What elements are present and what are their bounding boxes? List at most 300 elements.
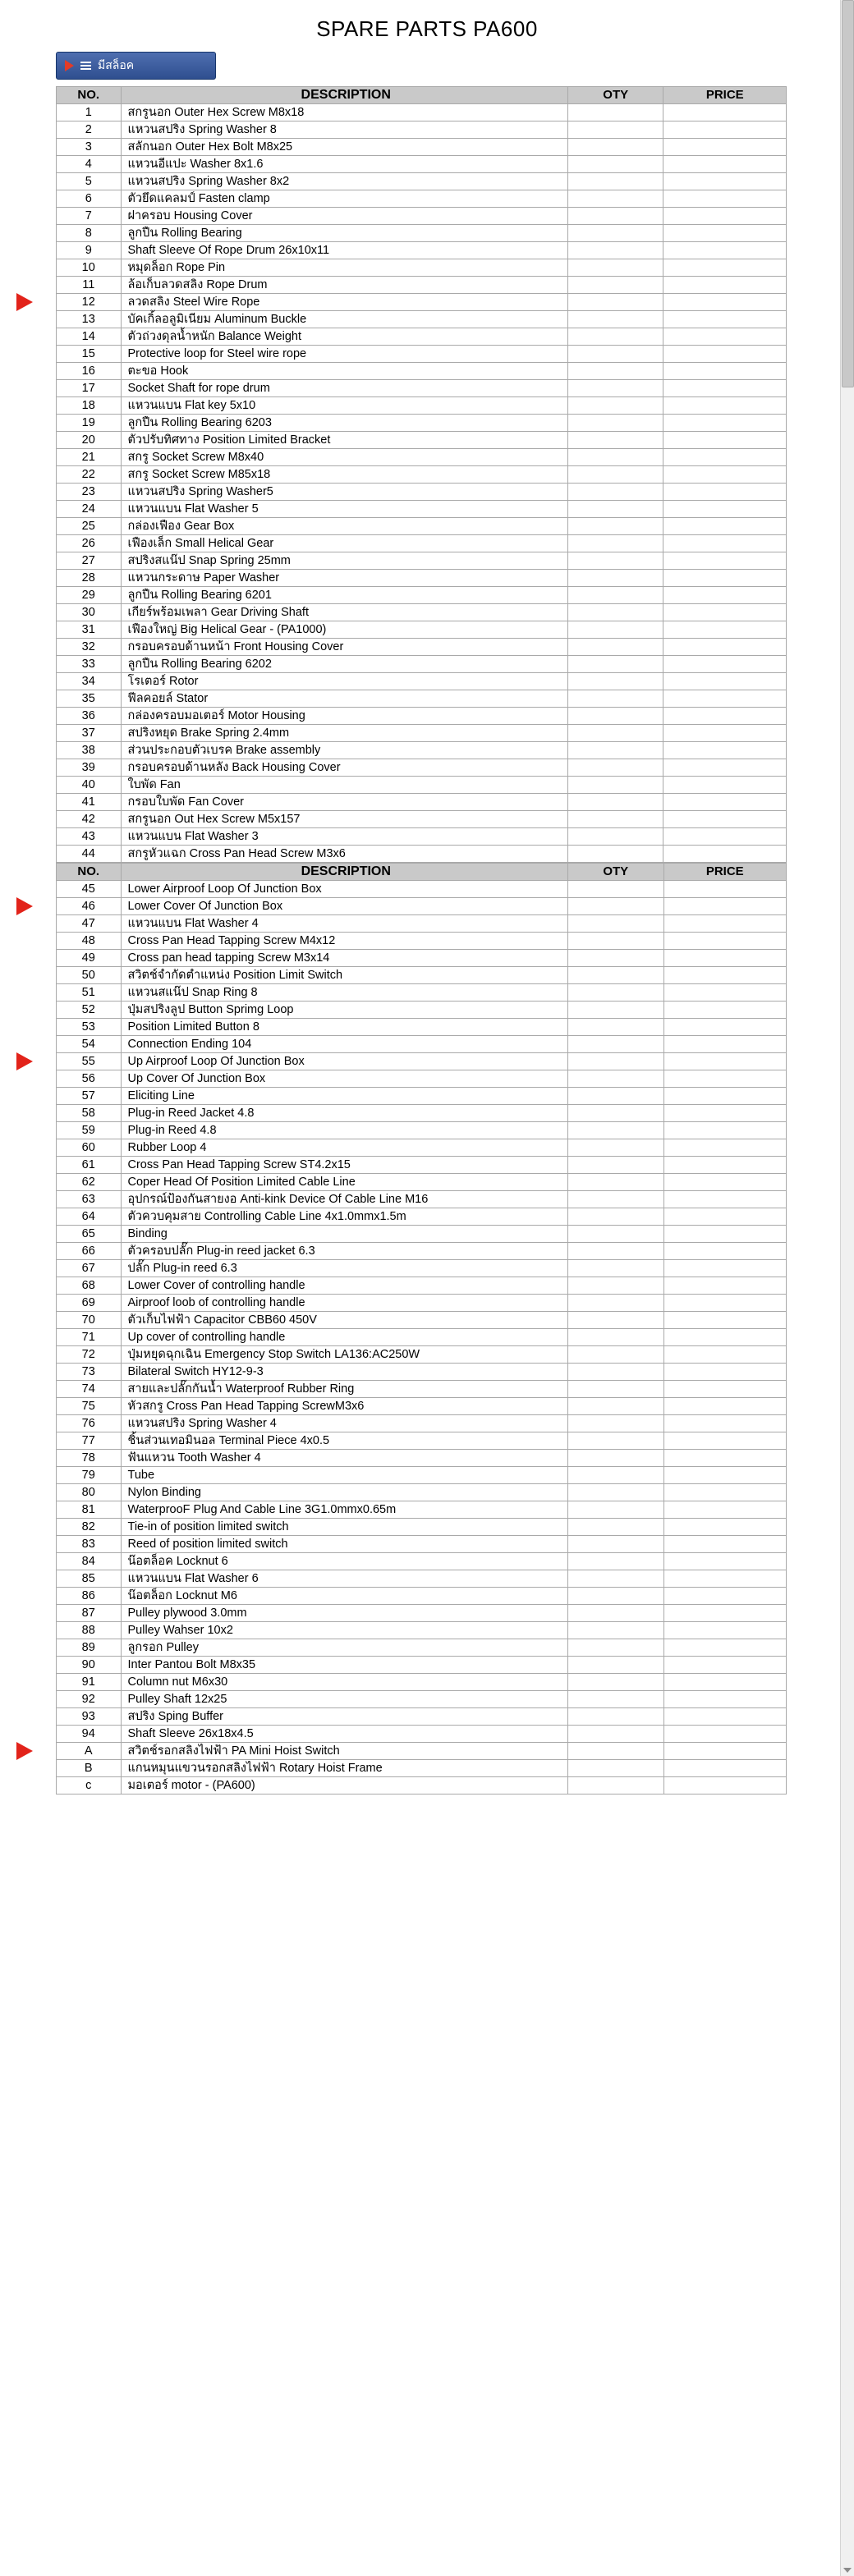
cell-qty [567, 1139, 663, 1157]
cell-qty [567, 1191, 663, 1208]
cell-qty [567, 1295, 663, 1312]
table-row[interactable] [57, 1588, 787, 1605]
cell-no: 19 [57, 415, 122, 432]
table-row[interactable] [57, 621, 787, 639]
cell-description: Up Cover Of Junction Box [121, 1070, 567, 1088]
cell-price [663, 1484, 787, 1501]
cell-description: Protective loop for Steel wire rope [121, 346, 567, 363]
cell-no: 11 [57, 277, 122, 294]
cell-price [663, 1674, 787, 1691]
cell-no: 62 [57, 1174, 122, 1191]
table-row[interactable] [57, 1122, 787, 1139]
cell-description: แหวนแบน Flat Washer 5 [121, 501, 567, 518]
table-row[interactable] [57, 1708, 787, 1726]
cell-no: 14 [57, 328, 122, 346]
table-header-row-2 [57, 864, 787, 881]
scroll-down-arrow-icon[interactable] [843, 2568, 852, 2573]
table-row[interactable] [57, 432, 787, 449]
cell-price [663, 466, 787, 484]
table-row[interactable] [57, 656, 787, 673]
cell-qty [567, 1346, 663, 1364]
cell-description: ลูกปืน Rolling Bearing 6202 [121, 656, 567, 673]
stock-status-button[interactable] [56, 52, 216, 80]
cell-description: แหวนสแน๊ป Snap Ring 8 [121, 984, 567, 1002]
vertical-scrollbar[interactable] [840, 0, 854, 2576]
cell-description: Rubber Loop 4 [121, 1139, 567, 1157]
cell-price [663, 950, 787, 967]
cell-description: หัวสกรู Cross Pan Head Tapping ScrewM3x6 [121, 1398, 567, 1415]
cell-price [663, 846, 787, 863]
cell-no: 64 [57, 1208, 122, 1226]
cell-no: 41 [57, 794, 122, 811]
cell-no: 10 [57, 259, 122, 277]
table-row[interactable] [57, 1226, 787, 1243]
cell-no: 58 [57, 1105, 122, 1122]
cell-qty [567, 225, 663, 242]
table-row[interactable] [57, 881, 787, 898]
table-row[interactable] [57, 933, 787, 950]
table-row[interactable] [57, 1381, 787, 1398]
table-row[interactable] [57, 346, 787, 363]
table-row[interactable] [57, 1398, 787, 1415]
table-row[interactable] [57, 225, 787, 242]
cell-price [663, 1122, 787, 1139]
cell-price [663, 639, 787, 656]
cell-qty [567, 1398, 663, 1415]
cell-qty [567, 1760, 663, 1777]
cell-price [663, 104, 787, 121]
table-row[interactable] [57, 690, 787, 708]
cell-description: กรอบครอบด้านหลัง Back Housing Cover [121, 759, 567, 777]
cell-price [663, 1432, 787, 1450]
cell-qty [567, 1605, 663, 1622]
cell-description: น๊อตล็อค Locknut 6 [121, 1553, 567, 1570]
cell-description: ลูกรอก Pulley [121, 1639, 567, 1657]
cell-price [663, 570, 787, 587]
table-row[interactable] [57, 449, 787, 466]
cell-qty [567, 1019, 663, 1036]
cell-price [663, 1450, 787, 1467]
table-row[interactable] [57, 1553, 787, 1570]
header-price: PRICE [663, 87, 787, 104]
table-row[interactable] [57, 828, 787, 846]
cell-description: บัคเกิ้ลอลูมิเนียม Aluminum Buckle [121, 311, 567, 328]
cell-qty [567, 1070, 663, 1088]
table-row[interactable] [57, 1088, 787, 1105]
cell-no: 94 [57, 1726, 122, 1743]
table-row[interactable] [57, 1501, 787, 1519]
cell-description: กรอบครอบด้านหน้า Front Housing Cover [121, 639, 567, 656]
table-row[interactable] [57, 759, 787, 777]
table-row[interactable] [57, 1053, 787, 1070]
table-row[interactable] [57, 1760, 787, 1777]
cell-price [663, 1708, 787, 1726]
table-row[interactable] [57, 1019, 787, 1036]
cell-qty [567, 1484, 663, 1501]
table-row[interactable] [57, 984, 787, 1002]
table-row[interactable] [57, 1536, 787, 1553]
cell-price [663, 552, 787, 570]
cell-qty [567, 449, 663, 466]
table-row[interactable] [57, 1777, 787, 1794]
cell-qty [567, 363, 663, 380]
cell-description: แหวนสปริง Spring Washer 8x2 [121, 173, 567, 190]
cell-qty [567, 121, 663, 139]
cell-qty [567, 570, 663, 587]
cell-price [663, 1588, 787, 1605]
cell-description: ตัวปรับทิศทาง Position Limited Bracket [121, 432, 567, 449]
cell-description: ปลั๊ก Plug-in reed 6.3 [121, 1260, 567, 1277]
table-row[interactable] [57, 639, 787, 656]
cell-price [663, 1070, 787, 1088]
table-row[interactable] [57, 1260, 787, 1277]
table-row[interactable] [57, 811, 787, 828]
table-row[interactable] [57, 1208, 787, 1226]
table-row[interactable] [57, 104, 787, 121]
cell-description: ชิ้นส่วนเทอมินอล Terminal Piece 4x0.5 [121, 1432, 567, 1450]
cell-description: Connection Ending 104 [121, 1036, 567, 1053]
cell-price [663, 1174, 787, 1191]
table-row[interactable] [57, 915, 787, 933]
table-row[interactable] [57, 1329, 787, 1346]
cell-price [663, 967, 787, 984]
cell-no: 93 [57, 1708, 122, 1726]
cell-price [663, 673, 787, 690]
cell-description: Lower Cover Of Junction Box [121, 898, 567, 915]
cell-qty [567, 708, 663, 725]
table-row[interactable] [57, 794, 787, 811]
table-row[interactable] [57, 173, 787, 190]
table-row[interactable] [57, 1605, 787, 1622]
table-row[interactable] [57, 604, 787, 621]
cell-qty [567, 1260, 663, 1277]
table-row[interactable] [57, 1622, 787, 1639]
table-row[interactable] [57, 1691, 787, 1708]
table-row[interactable] [57, 484, 787, 501]
table-row[interactable] [57, 328, 787, 346]
cell-qty [567, 881, 663, 898]
cell-qty [567, 466, 663, 484]
table-row[interactable] [57, 466, 787, 484]
cell-qty [567, 190, 663, 208]
cell-price [663, 587, 787, 604]
table-row[interactable] [57, 1450, 787, 1467]
cell-description: สวิตช์จำกัดตำแหน่ง Position Limit Switch [121, 967, 567, 984]
cell-no: 39 [57, 759, 122, 777]
cell-no: 40 [57, 777, 122, 794]
cell-qty [567, 1777, 663, 1794]
cell-price [663, 984, 787, 1002]
table-row[interactable] [57, 950, 787, 967]
cell-price [663, 415, 787, 432]
table-row[interactable] [57, 415, 787, 432]
cell-price [663, 933, 787, 950]
cell-no: 48 [57, 933, 122, 950]
cell-description: ปุ่มสปริงลูป Button Sprimg Loop [121, 1002, 567, 1019]
cell-price [663, 1622, 787, 1639]
table-row[interactable] [57, 1243, 787, 1260]
header-no: NO. [57, 87, 122, 104]
cell-no: 36 [57, 708, 122, 725]
cell-qty [567, 1157, 663, 1174]
cell-price [663, 1208, 787, 1226]
cell-price [663, 1260, 787, 1277]
cell-qty [567, 1519, 663, 1536]
stock-bar [56, 52, 854, 80]
cell-no: 22 [57, 466, 122, 484]
cell-description: Socket Shaft for rope drum [121, 380, 567, 397]
cell-qty [567, 1501, 663, 1519]
cell-description: Cross pan head tapping Screw M3x14 [121, 950, 567, 967]
cell-description: แกนหมุนแขวนรอกสลิงไฟฟ้า Rotary Hoist Frame [121, 1760, 567, 1777]
cell-no: 21 [57, 449, 122, 466]
cell-description: ใบพัด Fan [121, 777, 567, 794]
table-row[interactable] [57, 535, 787, 552]
table-row[interactable] [57, 587, 787, 604]
cell-no: 71 [57, 1329, 122, 1346]
cell-no: 91 [57, 1674, 122, 1691]
cell-qty [567, 1036, 663, 1053]
cell-description: ลูกปืน Rolling Bearing [121, 225, 567, 242]
cell-no: 2 [57, 121, 122, 139]
cell-price [663, 1777, 787, 1794]
cell-price [663, 898, 787, 915]
table-row[interactable] [57, 846, 787, 863]
cell-description: แหวนสปริง Spring Washer5 [121, 484, 567, 501]
cell-price [663, 363, 787, 380]
cell-no: 75 [57, 1398, 122, 1415]
cell-qty [567, 828, 663, 846]
cell-no: 47 [57, 915, 122, 933]
cell-price [663, 259, 787, 277]
table-row[interactable] [57, 777, 787, 794]
cell-description: สายและปลั๊กกันน้ำ Waterproof Rubber Ring [121, 1381, 567, 1398]
cell-price [663, 1191, 787, 1208]
cell-no: 52 [57, 1002, 122, 1019]
table-row[interactable] [57, 397, 787, 415]
cell-price [663, 708, 787, 725]
cell-no: 50 [57, 967, 122, 984]
table-row[interactable] [57, 1036, 787, 1053]
table-row[interactable] [57, 725, 787, 742]
cell-no: 84 [57, 1553, 122, 1570]
cell-description: กรอบใบพัด Fan Cover [121, 794, 567, 811]
table-row[interactable] [57, 380, 787, 397]
table-row[interactable] [57, 1467, 787, 1484]
cell-description: น๊อตล็อก Locknut M6 [121, 1588, 567, 1605]
cell-price [663, 311, 787, 328]
cell-description: สกรูนอก Out Hex Screw M5x157 [121, 811, 567, 828]
cell-qty [567, 794, 663, 811]
cell-price [663, 1157, 787, 1174]
cell-qty [567, 1415, 663, 1432]
cell-description: สกรู Socket Screw M8x40 [121, 449, 567, 466]
cell-no: 59 [57, 1122, 122, 1139]
table-row[interactable] [57, 898, 787, 915]
cell-price [663, 1002, 787, 1019]
cell-qty [567, 621, 663, 639]
table-row[interactable] [57, 552, 787, 570]
table-row[interactable] [57, 1191, 787, 1208]
table-row[interactable] [57, 277, 787, 294]
cell-price [663, 380, 787, 397]
cell-description: แหวนสปริง Spring Washer 8 [121, 121, 567, 139]
cell-price [663, 1105, 787, 1122]
cell-description: Lower Cover of controlling handle [121, 1277, 567, 1295]
cell-qty [567, 1053, 663, 1070]
cell-qty [567, 673, 663, 690]
cell-price [663, 277, 787, 294]
cell-price [663, 1019, 787, 1036]
cell-no: 4 [57, 156, 122, 173]
cell-qty [567, 1726, 663, 1743]
cell-description: Binding [121, 1226, 567, 1243]
table-row[interactable] [57, 363, 787, 380]
cell-qty [567, 1536, 663, 1553]
table-row[interactable] [57, 1312, 787, 1329]
table-row[interactable] [57, 1674, 787, 1691]
table-row[interactable] [57, 1657, 787, 1674]
cell-description: WaterprooF Plug And Cable Line 3G1.0mmx0.65m [121, 1501, 567, 1519]
cell-description: สลักนอก Outer Hex Bolt M8x25 [121, 139, 567, 156]
cell-qty [567, 1105, 663, 1122]
table-row[interactable] [57, 1174, 787, 1191]
cell-description: อุปกรณ์ป้องกันสายงอ Anti-kink Device Of Cable Line M16 [121, 1191, 567, 1208]
cell-qty [567, 1570, 663, 1588]
table-row[interactable] [57, 1277, 787, 1295]
cell-price [663, 621, 787, 639]
cell-price [663, 328, 787, 346]
cell-price [663, 1381, 787, 1398]
cell-no: 60 [57, 1139, 122, 1157]
cell-qty [567, 1467, 663, 1484]
cell-no: A [57, 1743, 122, 1760]
table-row[interactable] [57, 190, 787, 208]
cell-price [663, 535, 787, 552]
cell-description: ตัวครอบปลั๊ก Plug-in reed jacket 6.3 [121, 1243, 567, 1260]
cell-no: 61 [57, 1157, 122, 1174]
cell-no: 81 [57, 1501, 122, 1519]
cell-price [663, 1053, 787, 1070]
cell-description: ฟันแหวน Tooth Washer 4 [121, 1450, 567, 1467]
page-title: SPARE PARTS PA600 [316, 16, 538, 41]
cell-description: เฟืองใหญ่ Big Helical Gear - (PA1000) [121, 621, 567, 639]
cell-qty [567, 1122, 663, 1139]
table-row[interactable] [57, 1295, 787, 1312]
cell-price [663, 604, 787, 621]
table-row[interactable] [57, 311, 787, 328]
table-row[interactable] [57, 1002, 787, 1019]
table-row[interactable] [57, 259, 787, 277]
table-row[interactable] [57, 1346, 787, 1364]
table-row[interactable] [57, 1364, 787, 1381]
table-row[interactable] [57, 1570, 787, 1588]
cell-qty [567, 432, 663, 449]
table-row[interactable] [57, 742, 787, 759]
cell-qty [567, 1381, 663, 1398]
table-row[interactable] [57, 121, 787, 139]
cell-no: 49 [57, 950, 122, 967]
cell-no: 54 [57, 1036, 122, 1053]
table-row[interactable] [57, 708, 787, 725]
cell-description: Plug-in Reed 4.8 [121, 1122, 567, 1139]
cell-description: Cross Pan Head Tapping Screw M4x12 [121, 933, 567, 950]
table-row[interactable] [57, 1726, 787, 1743]
table-row[interactable] [57, 1139, 787, 1157]
cell-qty [567, 501, 663, 518]
table-row[interactable] [57, 1484, 787, 1501]
cell-qty [567, 1329, 663, 1346]
table-row[interactable] [57, 208, 787, 225]
table-row[interactable] [57, 156, 787, 173]
header-qty-2: OTY [567, 864, 663, 881]
cell-qty [567, 1553, 663, 1570]
parts-table-2 [56, 863, 787, 1794]
table-row[interactable] [57, 139, 787, 156]
cell-qty [567, 1657, 663, 1674]
cell-no: c [57, 1777, 122, 1794]
cell-no: 13 [57, 311, 122, 328]
cell-qty [567, 380, 663, 397]
cell-price [663, 1570, 787, 1588]
table-row[interactable] [57, 570, 787, 587]
cell-no: 31 [57, 621, 122, 639]
table-row[interactable] [57, 1105, 787, 1122]
play-triangle-icon [65, 60, 74, 71]
cell-description: ส่วนประกอบตัวเบรค Brake assembly [121, 742, 567, 759]
cell-qty [567, 984, 663, 1002]
cell-price [663, 1605, 787, 1622]
cell-description: แหวนแบน Flat Washer 4 [121, 915, 567, 933]
cell-description: สกรูนอก Outer Hex Screw M8x18 [121, 104, 567, 121]
table-row[interactable] [57, 1519, 787, 1536]
table-row[interactable] [57, 501, 787, 518]
table-row[interactable] [57, 1639, 787, 1657]
cell-no: 78 [57, 1450, 122, 1467]
table-row[interactable] [57, 1157, 787, 1174]
cell-price [663, 1277, 787, 1295]
cell-no: 53 [57, 1019, 122, 1036]
table-row[interactable] [57, 1415, 787, 1432]
cell-description: ลวดสลิง Steel Wire Rope [121, 294, 567, 311]
cell-qty [567, 604, 663, 621]
cell-qty [567, 346, 663, 363]
cell-no: 74 [57, 1381, 122, 1398]
cell-price [663, 121, 787, 139]
table-row[interactable] [57, 673, 787, 690]
cell-qty [567, 535, 663, 552]
cell-description: Tie-in of position limited switch [121, 1519, 567, 1536]
table-row[interactable] [57, 1432, 787, 1450]
cell-no: 20 [57, 432, 122, 449]
cell-price [663, 1312, 787, 1329]
scrollbar-thumb[interactable] [842, 0, 854, 387]
cell-price [663, 1691, 787, 1708]
table-row[interactable] [57, 518, 787, 535]
cell-qty [567, 1691, 663, 1708]
table-row[interactable] [57, 294, 787, 311]
stock-status-label: มีสล็อค [98, 58, 135, 71]
table-row[interactable] [57, 1070, 787, 1088]
table-row[interactable] [57, 1743, 787, 1760]
cell-no: 42 [57, 811, 122, 828]
cell-qty [567, 415, 663, 432]
table-row[interactable] [57, 967, 787, 984]
table-row[interactable] [57, 242, 787, 259]
cell-qty [567, 1622, 663, 1639]
cell-qty [567, 484, 663, 501]
cell-price [663, 1295, 787, 1312]
